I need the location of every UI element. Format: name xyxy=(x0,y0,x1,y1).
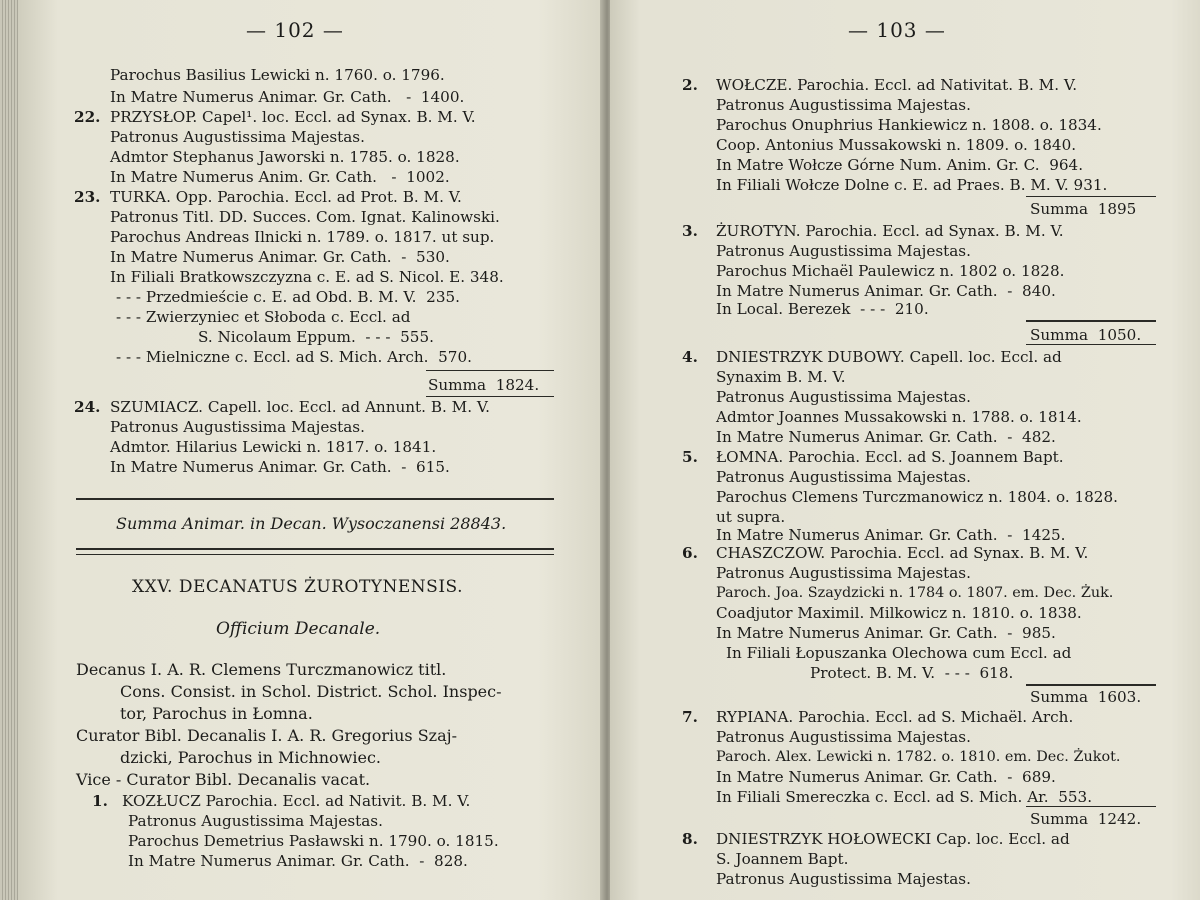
text-line: S. Joannem Bapt. xyxy=(716,850,849,868)
text-line: Parochus Andreas Ilnicki n. 1789. o. 1817. ut sup. xyxy=(110,228,495,246)
text-line: Parochus Basilius Lewicki n. 1760. o. 1796. xyxy=(110,66,445,84)
text-line: Patronus Augustissima Majestas. xyxy=(716,728,971,746)
entry-number: 23. xyxy=(74,188,101,206)
text-line: - - - Zwierzyniec et Słoboda c. Eccl. ad xyxy=(116,308,411,326)
text-line: Coop. Antonius Mussakowski n. 1809. o. 1840. xyxy=(716,136,1077,154)
text-line: In Matre Numerus Animar. Gr. Cath. - 482. xyxy=(716,428,1056,446)
text-line: S. Nicolaum Eppum. - - - 555. xyxy=(198,328,434,346)
text-line: Patronus Augustissima Majestas. xyxy=(110,418,365,436)
text-line: In Matre Wołcze Górne Num. Anim. Gr. C. 964. xyxy=(716,156,1084,174)
text-line: - - - Mielniczne c. Eccl. ad S. Mich. Arch. 570. xyxy=(116,348,472,366)
text-line: In Filiali Wołcze Dolne c. E. ad Praes. B. M. V. 931. xyxy=(716,176,1108,194)
entry-number: 22. xyxy=(74,108,101,126)
entry-heading: DNIESTRZYK DUBOWY. Capell. loc. Eccl. ad xyxy=(716,348,1062,366)
officium-line: Cons. Consist. in Schol. District. Schol. Inspec- xyxy=(120,682,502,701)
officium-line: dzicki, Parochus in Michnowiec. xyxy=(120,748,382,767)
text-line: In Matre Numerus Animar. Gr. Cath. - 1425. xyxy=(716,526,1066,544)
entry-number: 24. xyxy=(74,398,101,416)
text-line: In Matre Numerus Animar. Gr. Cath. - 689. xyxy=(716,768,1056,786)
text-line: Admtor. Hilarius Lewicki n. 1817. o. 1841. xyxy=(110,438,437,456)
text-line: Patronus Augustissima Majestas. xyxy=(716,564,971,582)
entry-heading: TURKA. Opp. Parochia. Eccl. ad Prot. B. M. V. xyxy=(110,188,462,206)
text-line: ut supra. xyxy=(716,508,786,526)
text-line: Patronus Augustissima Majestas. xyxy=(716,96,971,114)
text-line: Coadjutor Maximil. Milkowicz n. 1810. o. 1838. xyxy=(716,604,1082,622)
text-line: In Filiali Bratkowszczyzna c. E. ad S. Nicol. E. 348. xyxy=(110,268,504,286)
summa-rule xyxy=(426,396,554,397)
entry-number: 5. xyxy=(682,448,698,466)
text-line: In Matre Numerus Animar. Gr. Cath. - 840. xyxy=(716,282,1056,300)
text-line: In Local. Berezek - - - 210. xyxy=(716,300,929,318)
officium-line: Decanus I. A. R. Clemens Turczmanowicz titl. xyxy=(76,660,447,679)
text-line: Paroch. Alex. Lewicki n. 1782. o. 1810. em. Dec. Żukot. xyxy=(716,749,1121,765)
text-line: Parochus Michaël Paulewicz n. 1802 o. 1828. xyxy=(716,262,1065,280)
text-line: In Matre Numerus Anim. Gr. Cath. - 1002. xyxy=(110,168,450,186)
entry-heading: CHASZCZOW. Parochia. Eccl. ad Synax. B. M. V. xyxy=(716,544,1089,562)
entry-number: 8. xyxy=(682,830,698,848)
entry-number: 3. xyxy=(682,222,698,240)
officium-line: tor, Parochus in Łomna. xyxy=(120,704,313,723)
decanatus-summa: Summa Animar. in Decan. Wysoczanensi 28843. xyxy=(116,514,507,533)
entry-heading: ŻUROTYN. Parochia. Eccl. ad Synax. B. M. V. xyxy=(716,222,1064,240)
left-page-number: — 102 — xyxy=(246,18,344,42)
summa-line: Summa 1824. xyxy=(428,376,540,394)
summa-rule xyxy=(1026,344,1156,345)
summa-rule xyxy=(1026,320,1156,322)
summa-line: Summa 1895 xyxy=(1030,200,1137,218)
entry-heading: SZUMIACZ. Capell. loc. Eccl. ad Annunt. B. M. V. xyxy=(110,398,490,416)
text-line: - - - Przedmieście c. E. ad Obd. B. M. V. 235. xyxy=(116,288,460,306)
entry-number: 4. xyxy=(682,348,698,366)
summa-line: Summa 1242. xyxy=(1030,810,1142,828)
text-line: Admtor Stephanus Jaworski n. 1785. o. 1828. xyxy=(110,148,460,166)
text-line: Protect. B. M. V. - - - 618. xyxy=(810,664,1014,682)
summa-line: Summa 1050. xyxy=(1030,326,1142,344)
text-line: Patronus Titl. DD. Succes. Com. Ignat. Kalinowski. xyxy=(110,208,500,226)
summa-line: Summa 1603. xyxy=(1030,688,1142,706)
officium-line: Vice - Curator Bibl. Decanalis vacat. xyxy=(76,770,371,789)
text-line: In Matre Numerus Animar. Gr. Cath. - 530. xyxy=(110,248,450,266)
text-line: In Matre Numerus Animar. Gr. Cath. - 985. xyxy=(716,624,1056,642)
section-title: XXV. DECANATUS ŻUROTYNENSIS. xyxy=(132,577,463,597)
section-rule xyxy=(76,498,554,500)
entry-heading: DNIESTRZYK HOŁOWECKI Cap. loc. Eccl. ad xyxy=(716,830,1070,848)
text-line: In Filiali Łopuszanka Olechowa cum Eccl. ad xyxy=(726,644,1072,662)
entry-heading: PRZYSŁOP. Capel¹. loc. Eccl. ad Synax. B. M. V. xyxy=(110,108,476,126)
text-line: Parochus Clemens Turczmanowicz n. 1804. o. 1828. xyxy=(716,488,1118,506)
text-line: Patronus Augustissima Majestas. xyxy=(716,468,971,486)
right-page-number: — 103 — xyxy=(848,18,946,42)
text-line: Patronus Augustissima Majestas. xyxy=(110,128,365,146)
entry-heading: WOŁCZE. Parochia. Eccl. ad Nativitat. B. M. V. xyxy=(716,76,1078,94)
text-line: Patronus Augustissima Majestas. xyxy=(716,388,971,406)
summa-rule xyxy=(1026,684,1156,686)
officium-line: Curator Bibl. Decanalis I. A. R. Gregorius Szaj- xyxy=(76,726,457,745)
text-line: Patronus Augustissima Majestas. xyxy=(128,812,383,830)
text-line: In Matre Numerus Animar. Gr. Cath. - 828. xyxy=(128,852,468,870)
summa-rule xyxy=(426,370,554,371)
text-line: Admtor Joannes Mussakowski n. 1788. o. 1814. xyxy=(716,408,1082,426)
text-line: In Filiali Smereczka c. Eccl. ad S. Mich. Ar. 553. xyxy=(716,788,1093,806)
officium-title: Officium Decanale. xyxy=(216,619,381,639)
text-line: In Matre Numerus Animar. Gr. Cath. - 1400. xyxy=(110,88,465,106)
text-line: In Matre Numerus Animar. Gr. Cath. - 615. xyxy=(110,458,450,476)
entry-heading: ŁOMNA. Parochia. Eccl. ad S. Joannem Bapt. xyxy=(716,448,1064,466)
entry-number: 2. xyxy=(682,76,698,94)
entry-heading: KOZŁUCZ Parochia. Eccl. ad Nativit. B. M. V. xyxy=(122,792,471,810)
text-line: Patronus Augustissima Majestas. xyxy=(716,242,971,260)
entry-number: 6. xyxy=(682,544,698,562)
section-rule xyxy=(76,554,554,555)
text-line: Paroch. Joa. Szaydzicki n. 1784 o. 1807. em. Dec. Żuk. xyxy=(716,585,1114,601)
text-line: Synaxim B. M. V. xyxy=(716,368,846,386)
page-edges xyxy=(0,0,18,900)
text-line: Parochus Demetrius Pasławski n. 1790. o. 1815. xyxy=(128,832,499,850)
left-page xyxy=(18,0,606,900)
summa-rule xyxy=(1026,196,1156,197)
entry-heading: RYPIANA. Parochia. Eccl. ad S. Michaël. Arch. xyxy=(716,708,1074,726)
summa-rule xyxy=(1026,806,1156,807)
right-page xyxy=(610,0,1200,900)
text-line: Patronus Augustissima Majestas. xyxy=(716,870,971,888)
entry-number: 1. xyxy=(92,792,108,810)
section-rule xyxy=(76,548,554,550)
text-line: Parochus Onuphrius Hankiewicz n. 1808. o. 1834. xyxy=(716,116,1102,134)
entry-number: 7. xyxy=(682,708,698,726)
